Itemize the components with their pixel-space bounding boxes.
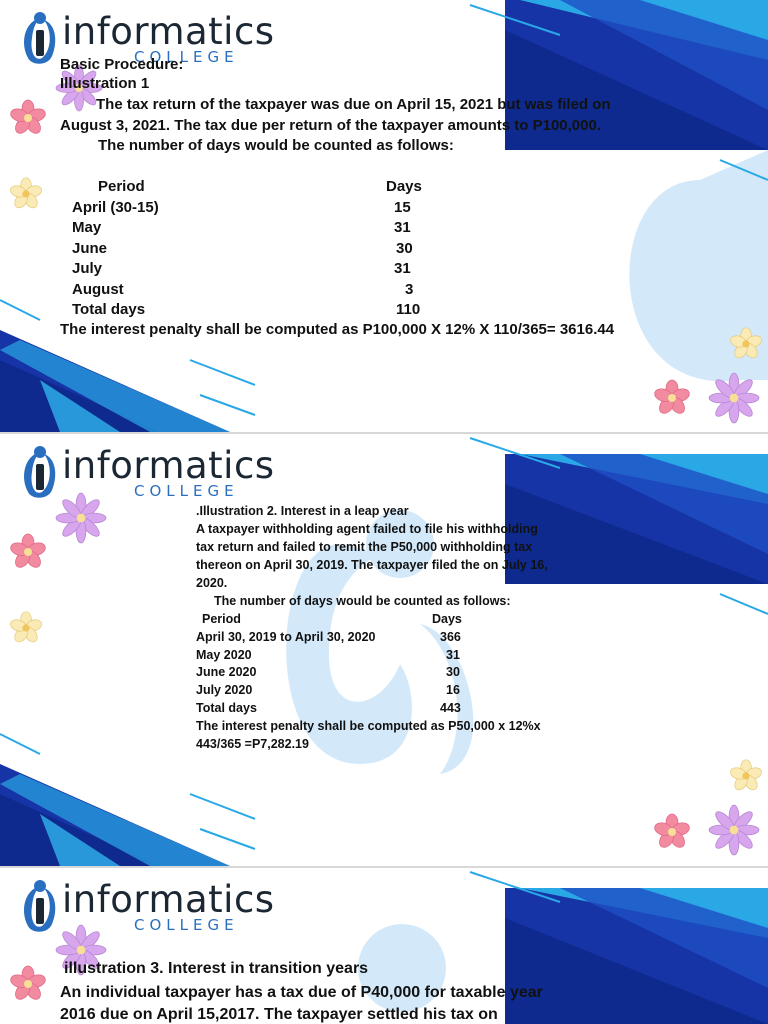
brand-name: informatics — [62, 444, 275, 487]
paragraph-line: 2020. — [196, 576, 228, 590]
penalty-computation-line-2: 443/365 =P7,282.19 — [196, 737, 309, 751]
row-period: July 2020 — [196, 683, 253, 697]
illustration-3-title: illustration 3. Interest in transition years — [64, 960, 369, 977]
row-days: 31 — [446, 648, 460, 662]
row-period: Total days — [72, 301, 146, 318]
row-days: 31 — [394, 260, 411, 277]
row-period: April (30-15) — [72, 199, 159, 216]
column-header-days: Days — [432, 612, 462, 626]
column-header-days: Days — [386, 178, 422, 195]
paragraph-line: thereon on April 30, 2019. The taxpayer filed the on July 16, — [196, 558, 548, 572]
row-days: 443 — [440, 701, 461, 715]
paragraph-line: A taxpayer withholding agent failed to file his withholding — [196, 522, 538, 536]
heading-basic-procedure: Basic Procedure: — [60, 56, 184, 73]
row-period: Total days — [196, 701, 257, 715]
row-period: May 2020 — [196, 648, 252, 662]
lilac-flower-icon — [708, 372, 760, 424]
brand-sub: COLLEGE — [134, 48, 239, 66]
lilac-flower-icon — [708, 804, 760, 856]
brand-sub: COLLEGE — [134, 482, 239, 500]
paragraph-line-2: 2016 due on April 15,2017. The taxpayer settled his tax on — [60, 1006, 498, 1023]
row-days: 31 — [394, 219, 411, 236]
paragraph-line-2: August 3, 2021. The tax due per return of the taxpayer amounts to P100,000. — [60, 117, 601, 134]
row-days: 30 — [446, 665, 460, 679]
paragraph-line-1: An individual taxpayer has a tax due of P40,000 for taxable year — [60, 984, 543, 1001]
row-period: July — [72, 260, 103, 277]
brand-name: informatics — [62, 878, 275, 921]
informatics-logo — [18, 442, 275, 502]
row-period: June — [72, 240, 108, 257]
row-days: 30 — [396, 240, 413, 257]
pink-flower-icon — [8, 964, 48, 1004]
penalty-computation-line-1: The interest penalty shall be computed as P50,000 x 12%x — [196, 719, 541, 733]
paragraph-line: tax return and failed to remit the P50,000 withholding tax — [196, 540, 533, 554]
paragraph-line-1: The tax return of the taxpayer was due on April 15, 2021 but was filed on — [96, 96, 611, 113]
cream-flower-icon — [8, 610, 44, 646]
illustration-2-title: .Illustration 2. Interest in a leap year — [196, 504, 409, 518]
slide-3 — [0, 868, 768, 1024]
illustration-1-title: Illustration 1 — [60, 75, 150, 92]
column-header-period: Period — [202, 612, 241, 626]
pink-flower-icon — [652, 812, 692, 852]
cream-flower-icon — [728, 758, 764, 794]
row-days: 3 — [405, 281, 414, 298]
informatics-logo-icon — [18, 10, 62, 66]
brand-name: informatics — [62, 10, 275, 53]
informatics-logo — [18, 876, 275, 936]
column-header-period: Period — [98, 178, 145, 195]
row-days: 16 — [446, 683, 460, 697]
pink-flower-icon — [652, 378, 692, 418]
row-days: 110 — [396, 301, 421, 318]
cream-flower-icon — [8, 176, 44, 212]
days-intro: The number of days would be counted as follows: — [98, 137, 454, 154]
pink-flower-icon — [8, 98, 48, 138]
row-period: June 2020 — [196, 665, 257, 679]
pink-flower-icon — [8, 532, 48, 572]
slide-1 — [0, 0, 768, 432]
brand-sub: COLLEGE — [134, 916, 239, 934]
row-period: August — [72, 281, 124, 298]
row-days: 366 — [440, 630, 461, 644]
penalty-computation: The interest penalty shall be computed as P100,000 X 12% X 110/365= 3616.44 — [60, 321, 615, 338]
row-period: May — [72, 219, 102, 236]
row-period: April 30, 2019 to April 30, 2020 — [196, 630, 376, 644]
row-days: 15 — [394, 199, 411, 216]
lilac-flower-icon — [55, 492, 107, 544]
slide-2 — [0, 434, 768, 866]
days-intro: The number of days would be counted as follows: — [214, 594, 511, 608]
cream-flower-icon — [728, 326, 764, 362]
